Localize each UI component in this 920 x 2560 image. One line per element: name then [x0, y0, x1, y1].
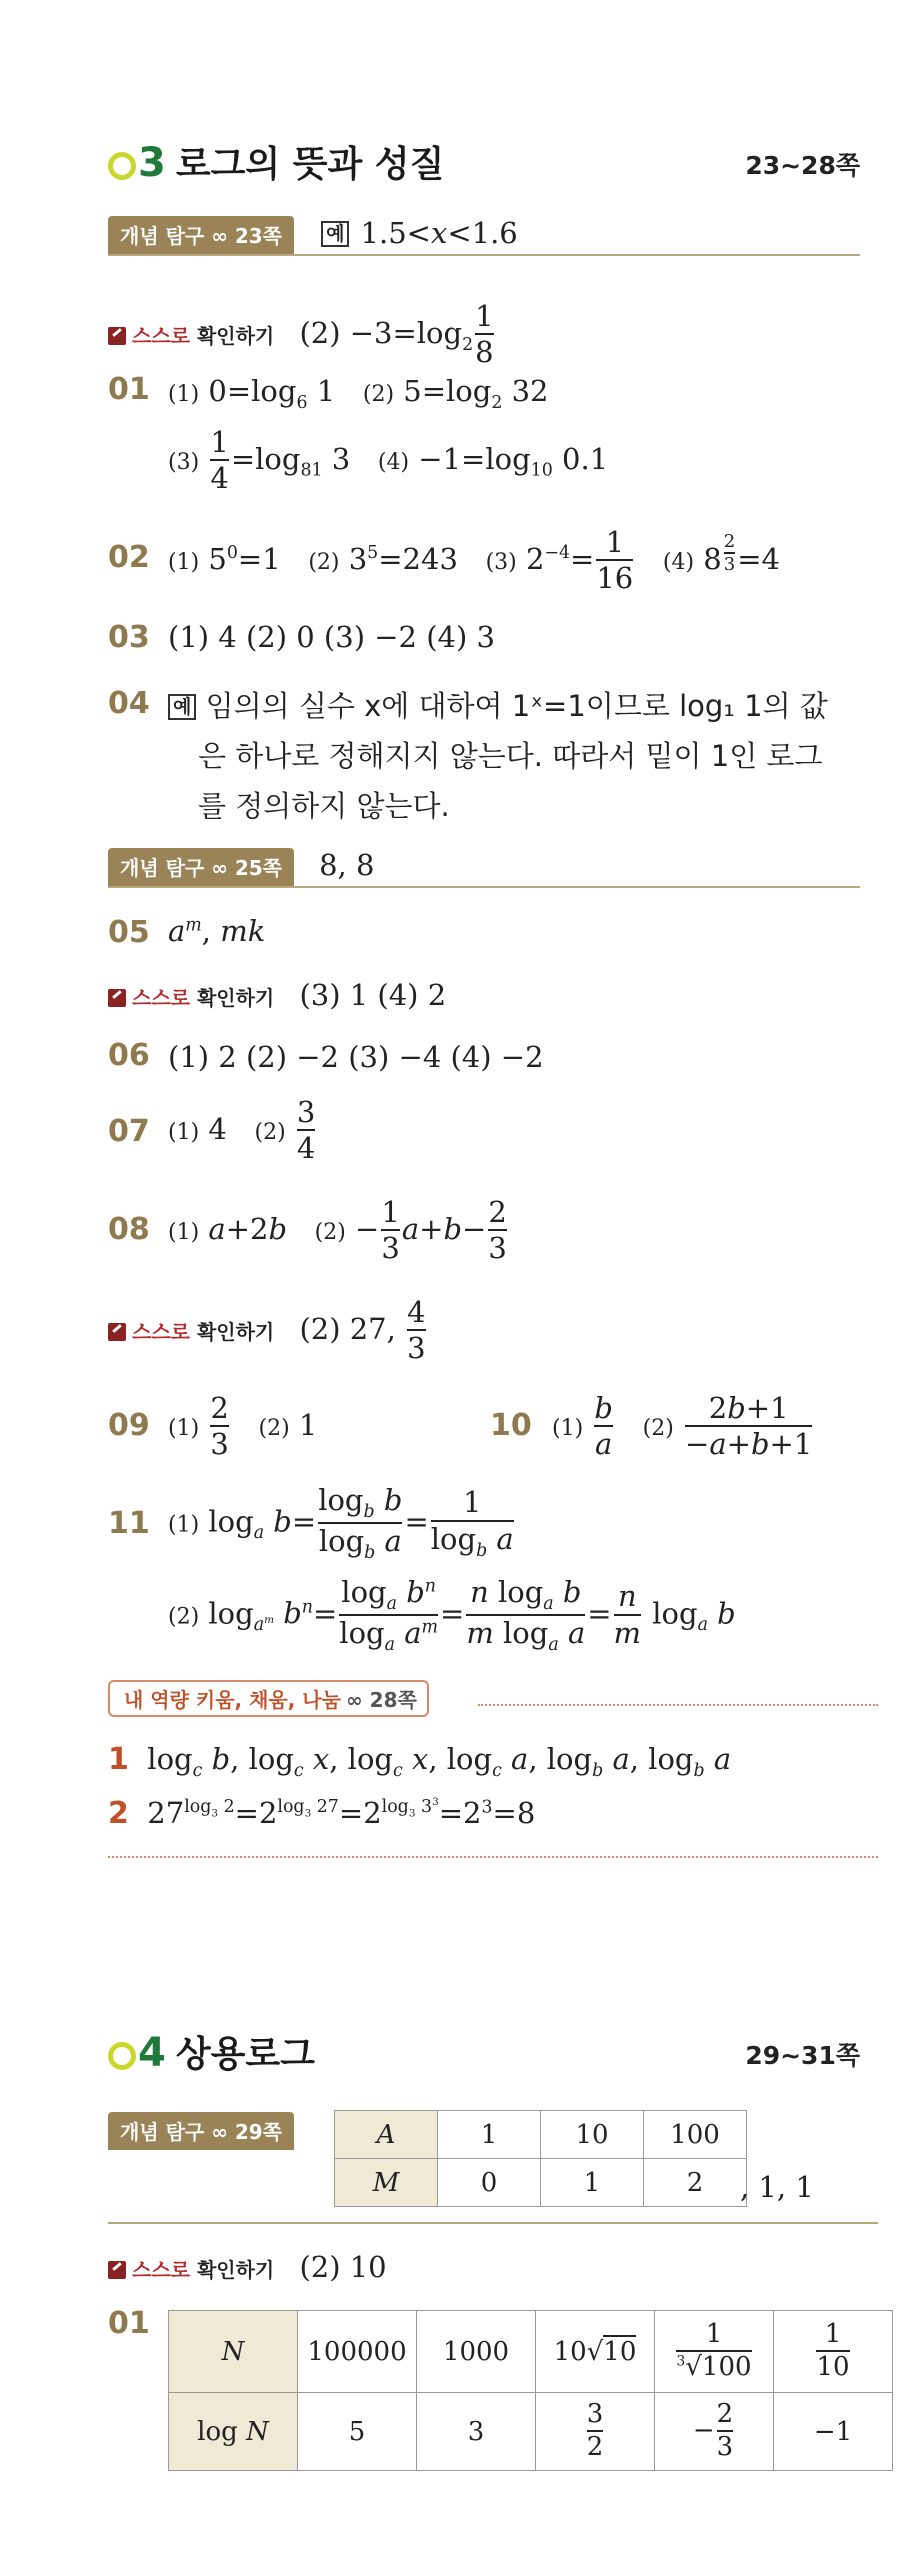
section-title: 로그의 뜻과 성질 [175, 144, 445, 185]
answer-02: (1) $5^0=1$ (2) $3^5=243$ (3) $2^{-4}=$ $\frac{1}{16}$ (4) 8 $^{\frac{2}{3}}$ =4 [168, 525, 780, 596]
table-A-M: A 1 10 100 M 0 1 2 [334, 2110, 747, 2207]
answer-09: (1) $\frac{2}{3}$ (2) 1 [168, 1391, 318, 1462]
self-check-4: 스스로 확인하기 (2) 10 [108, 2250, 387, 2284]
question-number: 09 [108, 1408, 150, 1443]
concept-badge: 개념 탐구 ∞ 23쪽 [108, 216, 294, 254]
answer-08: (1) a+2b (2) − $\frac{1}{3}$ a+b− $\frac{2}{3}$ [168, 1195, 507, 1266]
example-mark: 예 [321, 221, 349, 247]
concept-answer-3: , 1, 1 [740, 2170, 814, 2204]
circle-icon [108, 2042, 136, 2070]
answer-04: 예 임의의 실수 x에 대하여 1ˣ=1이므로 log₁ 1의 값 은 하나로 정해지지 않는다. 따라서 밑이 1인 로그 를 정의하지 않는다. [168, 681, 888, 831]
divider [108, 2222, 878, 2224]
answer-01-line2: (3) $\frac{1}{4}$ $=\log_{81}$ 3 $(4) -1=\log_{10}$ 0.1 [168, 425, 609, 496]
divider [108, 886, 860, 888]
question-number: 06 [108, 1038, 150, 1073]
section-4-heading [108, 2026, 315, 2077]
question-number: 07 [108, 1114, 150, 1149]
section-title: 상용로그 [175, 2034, 315, 2075]
question-number: 08 [108, 1212, 150, 1247]
question-number: 01 [108, 2306, 150, 2341]
self-check-1: 스스로 확인하기 $(2) -3=\log_2$ $\frac{1}{8}$ [108, 300, 496, 370]
concept-row-2: 개념 탐구 ∞ 25쪽 8, 8 [108, 848, 860, 888]
divider [108, 254, 860, 256]
answer-10: (1) $\frac{b}{a}$ (2) $\frac{2b+1}{-a+b+1}$ [552, 1391, 813, 1462]
question-number: 03 [108, 620, 150, 655]
question-number: 01 [108, 372, 150, 407]
pencil-icon [108, 2261, 126, 2279]
concept-answer-1: 1.5<x<1.6 [360, 216, 518, 250]
question-number: 10 [490, 1408, 532, 1443]
answer-01-line1: (1) $0=\log_6$ 1 (2) $5=\log_2$ 32 [168, 374, 549, 413]
answer-07: (1) 4 (2) $\frac{3}{4}$ [168, 1095, 316, 1166]
page-range: 29~31쪽 [745, 2041, 860, 2070]
question-number: 11 [108, 1506, 150, 1541]
extension-tab: 내 역량 키움, 채움, 나눔 ∞ 28쪽 [108, 1680, 429, 1717]
section-number: 4 [138, 2030, 166, 2076]
extension-answer-1: 1 $\log_c b$, $\log_c x$, $\log_c x$, $\log_c a$, $\log_b a$, $\log_b a$ [108, 1742, 732, 1781]
question-number: 05 [108, 915, 150, 950]
pencil-icon [108, 1323, 126, 1341]
section-3-heading [108, 136, 444, 187]
answer-06: (1) 2 (2) −2 (3) −4 (4) −2 [168, 1040, 544, 1074]
self-check-3: 스스로 확인하기 (2) 27, $\frac{4}{3}$ [108, 1296, 428, 1366]
question-number: 02 [108, 540, 150, 575]
self-check-2: 스스로 확인하기 (3) 1 (4) 2 [108, 978, 446, 1012]
answer-11-line2: (2) $\log_{a^m} b^n=$ $\frac{\log_a b^n}{\log_a a^m}$ = $\frac{n \log_a b}{m \log_a a}$ = $\frac{n}{m}$ $\log_a b$ [168, 1575, 736, 1655]
answer-05: $a^m$, mk [168, 914, 266, 948]
question-number: 04 [108, 686, 150, 721]
concept-row-1 [108, 216, 860, 256]
extension-box [108, 1680, 878, 1858]
circle-icon [108, 152, 136, 180]
answer-03: (1) 4 (2) 0 (3) −2 (4) 3 [168, 620, 495, 654]
page-range: 23~28쪽 [745, 151, 860, 180]
extension-answer-2: 2 $27^{log_3 2}=2^{log_3 27}=2^{log_3 3^3}=2^3=8$ [108, 1796, 536, 1831]
concept-badge: 개념 탐구 ∞ 25쪽 [108, 848, 294, 886]
table-log-N: N 100000 1000 10√10 $\frac{1}{^3√100}$ $\frac{1}{10}$ log N 5 3 $\frac{3}{2}$ − $\frac{2}{3}$ −1 [168, 2310, 893, 2471]
answer-11-line1: (1) $\log_a b=$ $\frac{\log_b b}{\log_b a}$ = $\frac{1}{\log_b a}$ [168, 1483, 514, 1563]
pencil-icon [108, 327, 126, 345]
pencil-icon [108, 989, 126, 1007]
section-number: 3 [138, 140, 166, 186]
concept-badge: 개념 탐구 ∞ 29쪽 [108, 2112, 294, 2150]
